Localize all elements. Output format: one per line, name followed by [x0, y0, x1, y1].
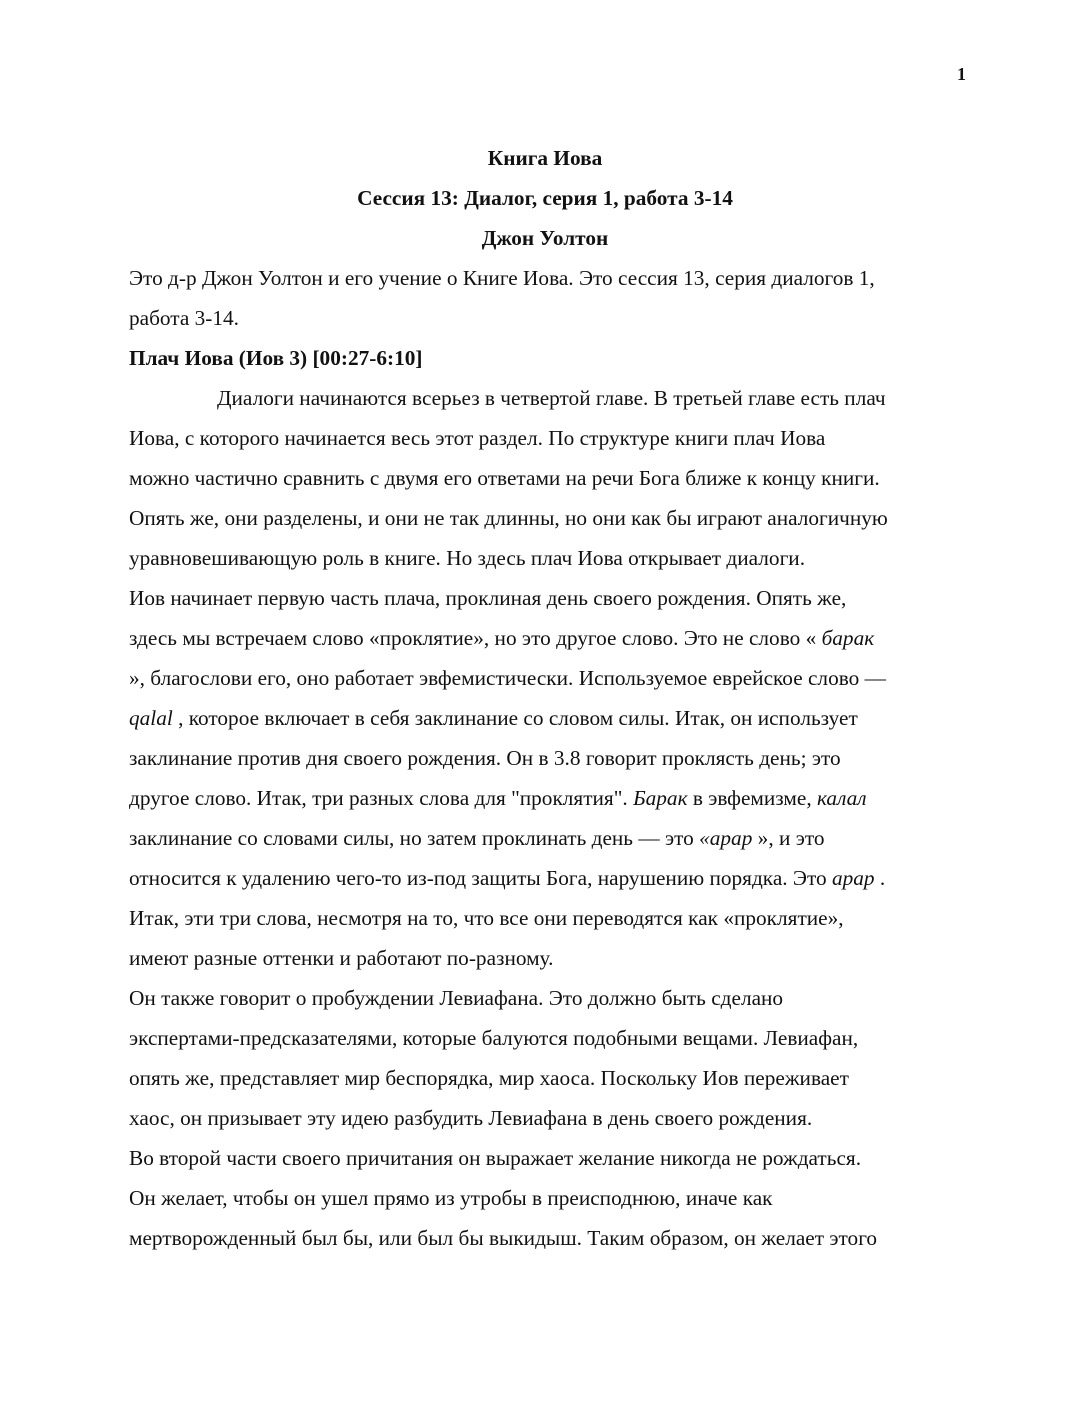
paragraph-1	[129, 378, 961, 578]
hebrew-term: «арар	[699, 826, 753, 850]
text-line: можно частично сравнить с двумя его ответами на речи Бога ближе к концу книги.	[129, 466, 880, 490]
text-line: заклинание против дня своего рождения. Он в 3.8 говорит проклясть день; это	[129, 746, 841, 770]
text-line	[129, 698, 961, 738]
text-line: Опять же, они разделены, и они не так длинны, но они как бы играют аналогичную	[129, 506, 888, 530]
text-segment: , которое включает в себя заклинание со словом силы. Итак, он использует	[172, 706, 858, 730]
text-line	[129, 818, 961, 858]
text-segment: другое слово. Итак, три разных слова для "проклятия".	[129, 786, 634, 810]
text-line: работа 3-14.	[129, 306, 240, 330]
text-line: », благослови его, оно работает эвфемистически. Используемое еврейское слово —	[129, 666, 886, 690]
text-line: мертворожденный был бы, или был бы выкидыш. Таким образом, он желает этого	[129, 1226, 878, 1250]
text-line: опять же, представляет мир беспорядка, мир хаоса. Поскольку Иов переживает	[129, 1066, 849, 1090]
text-line	[129, 858, 961, 898]
text-line: хаос, он призывает эту идею разбудить Левиафана в день своего рождения.	[129, 1106, 813, 1130]
text-line: Диалоги начинаются всерьез в четвертой главе. В третьей главе есть плач	[217, 386, 886, 410]
text-segment: .	[874, 866, 886, 890]
text-segment: в эвфемизме,	[687, 786, 817, 810]
text-line: Во второй части своего причитания он выражает желание никогда не рождаться.	[129, 1146, 862, 1170]
intro-paragraph	[129, 258, 961, 338]
text-line: Итак, эти три слова, несмотря на то, что все они переводятся как «проклятие»,	[129, 906, 844, 930]
text-line: имеют разные оттенки и работают по-разному.	[129, 946, 554, 970]
author-name: Джон Уолтон	[481, 226, 609, 250]
text-segment: относится к удалению чего-то из-под защиты Бога, нарушению порядка. Это	[129, 866, 832, 890]
text-line: Он также говорит о пробуждении Левиафана. Это должно быть сделано	[129, 986, 784, 1010]
text-line: Иов начинает первую часть плача, проклиная день своего рождения. Опять же,	[129, 586, 847, 610]
text-line: экспертами-предсказателями, которые балуются подобными вещами. Левиафан,	[129, 1026, 859, 1050]
paragraph-2	[129, 578, 961, 978]
text-line: Он желает, чтобы он ушел прямо из утробы в преисподнюю, иначе как	[129, 1186, 773, 1210]
section-heading: Плач Иова (Иов 3) [00:27-6:10]	[129, 346, 423, 370]
text-line: уравновешивающую роль в книге. Но здесь плач Иова открывает диалоги.	[129, 546, 806, 570]
hebrew-term: арар	[831, 866, 875, 890]
hebrew-term: барак	[821, 626, 875, 650]
text-segment: здесь мы встречаем слово «проклятие», но это другое слово. Это не слово «	[129, 626, 822, 650]
document-body	[129, 138, 961, 1258]
paragraph-3	[129, 978, 961, 1138]
hebrew-term: калал	[817, 786, 867, 810]
book-title: Книга Иова	[487, 146, 603, 170]
text-segment: заклинание со словами силы, но затем проклинать день — это	[129, 826, 700, 850]
text-line: Иова, с которого начинается весь этот раздел. По структуре книги плач Иова	[129, 426, 826, 450]
text-line	[129, 778, 961, 818]
text-line: Это д-р Джон Уолтон и его учение о Книге Иова. Это сессия 13, серия диалогов 1,	[129, 266, 875, 290]
hebrew-term: Барак	[633, 786, 688, 810]
paragraph-4	[129, 1138, 961, 1258]
page-number: 1	[957, 64, 966, 84]
session-title: Сессия 13: Диалог, серия 1, работа 3-14	[357, 186, 733, 210]
hebrew-term: qalal	[129, 706, 173, 730]
text-segment: », и это	[752, 826, 825, 850]
text-line	[129, 618, 961, 658]
